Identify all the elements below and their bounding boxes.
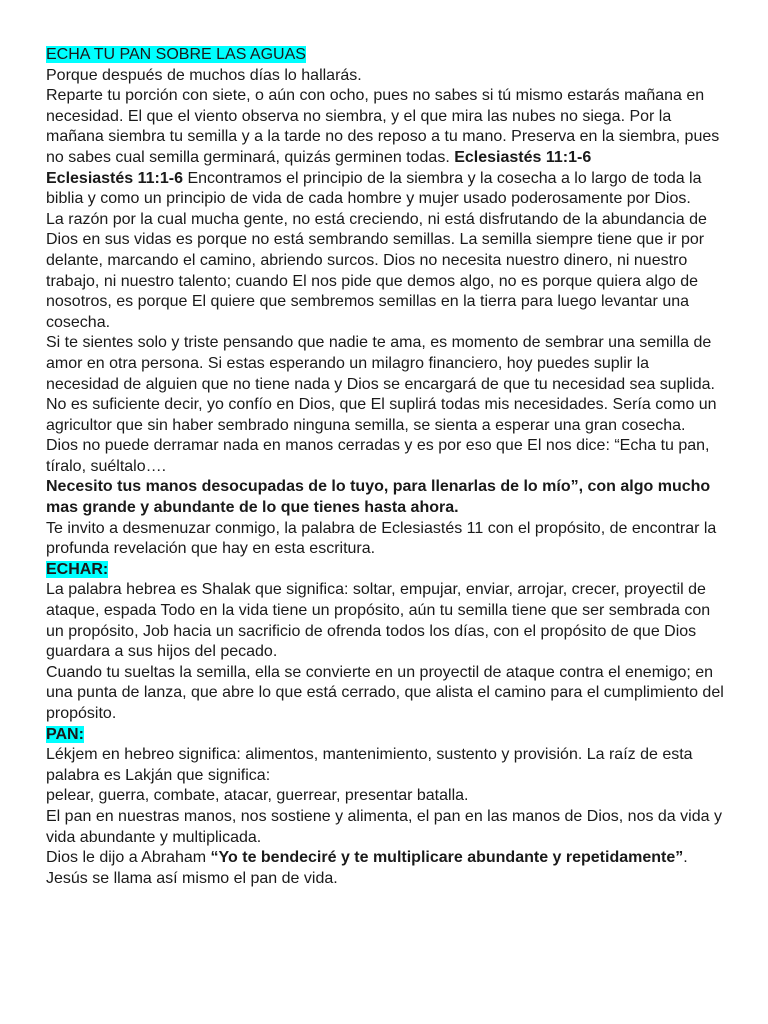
document-title: ECHA TU PAN SOBRE LAS AGUAS [46, 46, 306, 63]
paragraph-2 [46, 86, 726, 168]
paragraph-2-text: Reparte tu porción con siete, o aún con ocho, pues no sabes si tú mismo estarás mañana en necesidad. El que el viento observa no siembra, y el que mira las nubes no siega. Por la mañana siembra tu semilla y a la tarde no des reposo a tu mano. Preserva en la siembra, pues no sabes cual semilla germinará, quizás germinen todas. [46, 87, 720, 166]
heading-echar: ECHAR: [46, 560, 109, 578]
paragraph-13: El pan en nuestras manos, nos sostiene y alimenta, el pan en las manos de Dios, nos da vida y vida abundante y multiplicada. [46, 807, 722, 846]
heading-pan-line [46, 725, 726, 746]
document-page [46, 45, 726, 889]
paragraph-14-text: Dios le dijo a Abraham [46, 849, 211, 867]
title-line [46, 45, 726, 66]
paragraph-8: Te invito a desmenuzar conmigo, la palabra de Eclesiastés 11 con el propósito, de encontrar la profunda revelación que hay en esta escritura. [46, 519, 717, 558]
paragraph-4: La razón por la cual mucha gente, no está creciendo, ni está disfrutando de la abundancia de Dios en sus vidas es porque no está sembrando semillas. La semilla siempre tiene que ir por delante, marcando el camino, abriendo surcos. Dios no necesita nuestro dinero, ni nuestro trabajo, ni nuestro talento; cuando El nos pide que demos algo, no es porque quiera algo de nosotros, es porque El quiere que sembremos semillas en la tierra para luego levantar una cosecha. [46, 210, 707, 331]
bold-quote: “Yo te bendeciré y te multiplicare abundante y repetidamente” [210, 849, 684, 867]
paragraph-3 [46, 169, 726, 210]
paragraph-5: Si te sientes solo y triste pensando que nadie te ama, es momento de sembrar una semilla de amor en otra persona. Si estas esperando un milagro financiero, hoy puedes suplir la necesidad de alguien que no tiene nada y Dios se encargará de que tu necesidad sea suplida. No es suficiente decir, yo confío en Dios, que El suplirá todas mis necesidades. Sería como un agricultor que sin haber sembrado ninguna semilla, se sienta a esperar una gran cosecha. [46, 334, 717, 434]
paragraph-6: Dios no puede derramar nada en manos cerradas y es por eso que El nos dice: “Echa tu pan, tíralo, suéltalo…. [46, 437, 710, 475]
paragraph-1: Porque después de muchos días lo hallarás. [46, 66, 362, 84]
paragraph-12: pelear, guerra, combate, atacar, guerrear, presentar batalla. [46, 787, 469, 805]
scripture-reference: Eclesiastés 11:1-6 [454, 148, 592, 166]
paragraph-11: Lékjem en hebreo significa: alimentos, mantenimiento, sustento y provisión. La raíz de esta palabra es Lakján que significa: [46, 746, 693, 784]
paragraph-10: Cuando tu sueltas la semilla, ella se convierte en un proyectil de ataque contra el enemigo; en una punta de lanza, que abre lo que está cerrado, que alista el camino para el cumplimiento del propósito. [46, 663, 724, 722]
paragraph-3-text: Encontramos el principio de la siembra y la cosecha a lo largo de toda la biblia y como un principio de vida de cada hombre y mujer usado poderosamente por Dios. [46, 169, 702, 208]
paragraph-14-tail: . Jesús se llama así mismo el pan de vida. [46, 849, 688, 887]
bold-quote: Necesito tus manos desocupadas de lo tuyo, para llenarlas de lo mío”, con algo mucho mas grande y abundante de lo que tienes hasta ahora. [46, 478, 711, 517]
paragraph-9: La palabra hebrea es Shalak que significa: soltar, empujar, enviar, arrojar, crecer, proyectil de ataque, espada Todo en la vida tiene un propósito, aún tu semilla tiene que ser sembrada con un propósito, Job hacia un sacrificio de ofrenda todos los días, con el propósito de que Dios guardara a sus hijos del pecado. [46, 581, 711, 661]
paragraph-7 [46, 477, 726, 518]
scripture-reference: Eclesiastés 11:1-6 [46, 169, 183, 187]
heading-echar-line [46, 560, 726, 581]
heading-pan: PAN: [46, 725, 84, 743]
paragraph-14 [46, 848, 726, 889]
